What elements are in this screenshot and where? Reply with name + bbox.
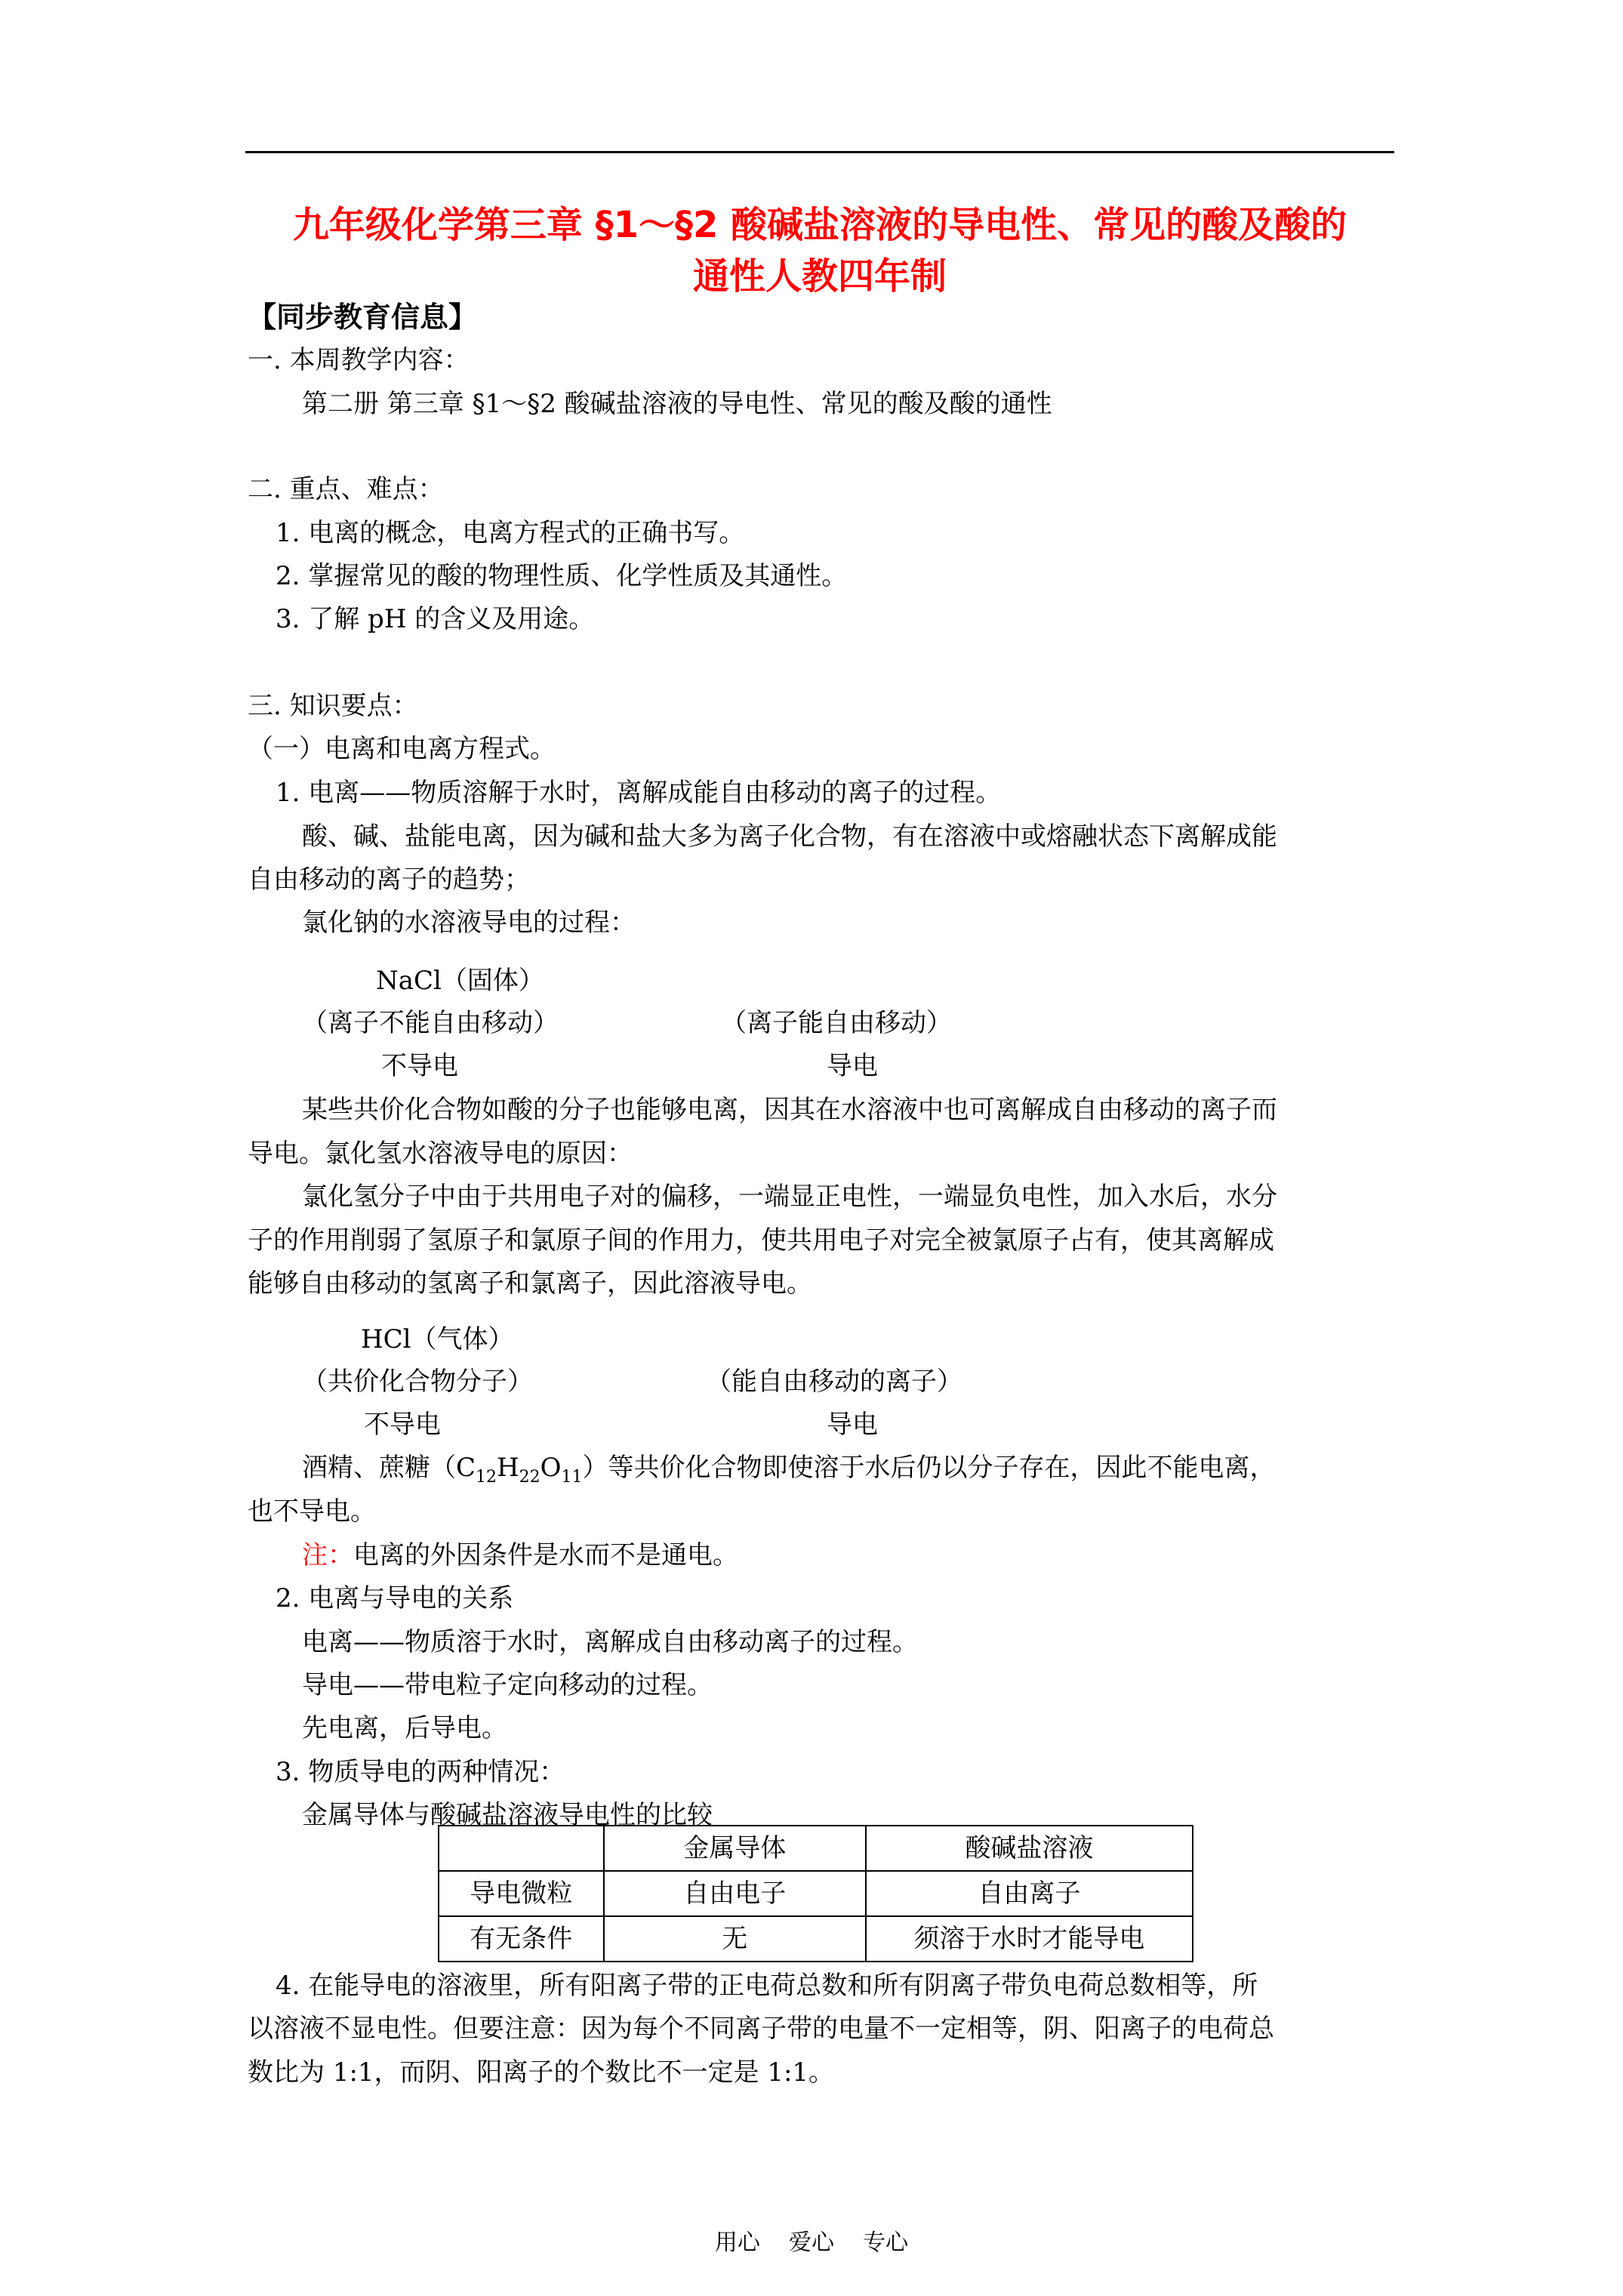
paragraph-hcl-2: 子的作用削弱了氢原子和氯原子间的作用力，使共用电子对完全被氯原子占有，使其离解成 — [248, 1225, 1274, 1256]
section-header: 【同步教育信息】 — [248, 300, 478, 334]
item-3-heading: 3. 物质导电的两种情况： — [276, 1757, 565, 1787]
table-cell: 无 — [604, 1916, 866, 1962]
nacl-left-conductivity: 不导电 — [381, 1051, 458, 1081]
item-4-line-1: 4. 在能导电的溶液里，所有阳离子带的正电荷总数和所有阴离子带负电荷总数相等，所 — [276, 1971, 1258, 2001]
carbon-subscript: 12 — [476, 1467, 497, 1487]
document-title-line-2: 通性人教四年制 — [692, 255, 947, 297]
note-label: 注： — [302, 1540, 353, 1570]
nacl-right-conductivity: 导电 — [827, 1051, 878, 1081]
item-2-order: 先电离，后导电。 — [302, 1713, 507, 1743]
hcl-right-state: （能自由移动的离子） — [706, 1367, 962, 1397]
document-title-line-1: 九年级化学第三章 §1～§2 酸碱盐溶液的导电性、常见的酸及酸的 — [292, 204, 1347, 246]
page-footer: 用心 爱心 专心 — [714, 2230, 909, 2256]
hydrogen-subscript: 22 — [519, 1467, 540, 1487]
ionization-definition: 1. 电离——物质溶解于水时，离解成能自由移动的离子的过程。 — [276, 778, 1002, 808]
paragraph-acid-base-salt-1: 酸、碱、盐能电离，因为碱和盐大多为离子化合物，有在溶液中或熔融状态下离解成能 — [302, 821, 1277, 852]
table-cell: 有无条件 — [439, 1916, 604, 1962]
comparison-table — [438, 1825, 1193, 1962]
hcl-right-conductivity: 导电 — [827, 1410, 878, 1440]
item-4-line-2: 以溶液不显电性。但要注意：因为每个不同离子带的电量不一定相等，阴、阳离子的电荷总 — [248, 2014, 1274, 2044]
table-cell: 导电微粒 — [439, 1871, 604, 1916]
hcl-label: HCl（气体） — [361, 1324, 514, 1354]
paragraph-covalent-1: 某些共价化合物如酸的分子也能够电离，因其在水溶液中也可离解成自由移动的离子而 — [302, 1095, 1277, 1125]
section-2-heading: 二. 重点、难点： — [248, 474, 444, 504]
note-text: 电离的外因条件是水而不是通电。 — [353, 1540, 738, 1570]
item-2-conduction: 导电——带电粒子定向移动的过程。 — [302, 1670, 713, 1700]
nacl-label: NaCl（固体） — [376, 966, 544, 996]
key-point-2: 2. 掌握常见的酸的物理性质、化学性质及其通性。 — [276, 561, 848, 591]
table-header-cell: 酸碱盐溶液 — [866, 1826, 1193, 1871]
paragraph-acid-base-salt-2: 自由移动的离子的趋势； — [248, 864, 530, 895]
nacl-right-state: （离子能自由移动） — [721, 1008, 952, 1038]
section-3-heading: 三. 知识要点： — [248, 691, 418, 721]
hcl-left-conductivity: 不导电 — [364, 1410, 441, 1440]
item-4-line-3: 数比为 1:1，而阴、阳离子的个数比不一定是 1:1。 — [248, 2057, 835, 2088]
paragraph-covalent-2: 导电。氯化氢水溶液导电的原因： — [248, 1139, 633, 1169]
item-2-ionization: 电离——物质溶于水时，离解成自由移动离子的过程。 — [302, 1627, 918, 1657]
hydrogen-symbol: H — [497, 1453, 519, 1483]
table-header-row — [439, 1826, 1193, 1871]
table-header-cell — [439, 1826, 604, 1871]
header-rule — [245, 151, 1394, 153]
item-2-heading: 2. 电离与导电的关系 — [276, 1583, 514, 1613]
key-point-1: 1. 电离的概念，电离方程式的正确书写。 — [276, 518, 745, 548]
table-header-cell: 金属导体 — [604, 1826, 866, 1871]
oxygen-symbol: O — [540, 1453, 562, 1483]
table-caption: 金属导体与酸碱盐溶液导电性的比较 — [302, 1800, 713, 1830]
hcl-left-state: （共价化合物分子） — [302, 1367, 533, 1397]
subsection-1-heading: （一）电离和电离方程式。 — [248, 734, 556, 764]
section-1-heading: 一. 本周教学内容： — [248, 345, 470, 375]
table-row — [439, 1916, 1193, 1962]
nacl-left-state: （离子不能自由移动） — [302, 1008, 559, 1038]
table-cell: 自由电子 — [604, 1871, 866, 1916]
section-1-content: 第二册 第三章 §1～§2 酸碱盐溶液的导电性、常见的酸及酸的通性 — [302, 389, 1052, 419]
table-row — [439, 1871, 1193, 1916]
table-cell: 须溶于水时才能导电 — [866, 1916, 1193, 1962]
note — [302, 1539, 738, 1572]
paragraph-hcl-1: 氯化氢分子中由于共用电子对的偏移，一端显正电性，一端显负电性，加入水后，水分 — [302, 1182, 1277, 1212]
paragraph-alcohol-sugar-2: 也不导电。 — [248, 1496, 376, 1527]
table-cell: 自由离子 — [866, 1871, 1193, 1916]
paragraph-alcohol-sugar-1 — [302, 1451, 1276, 1494]
oxygen-subscript: 11 — [561, 1467, 583, 1487]
nacl-process-intro: 氯化钠的水溶液导电的过程： — [302, 908, 636, 938]
paragraph-hcl-3: 能够自由移动的氢离子和氯离子，因此溶液导电。 — [248, 1268, 812, 1299]
alcohol-sugar-prefix: 酒精、蔗糖（C — [302, 1453, 476, 1483]
alcohol-sugar-suffix: ）等共价化合物即使溶于水后仍以分子存在，因此不能电离， — [582, 1453, 1276, 1483]
key-point-3: 3. 了解 pH 的含义及用途。 — [276, 604, 595, 634]
